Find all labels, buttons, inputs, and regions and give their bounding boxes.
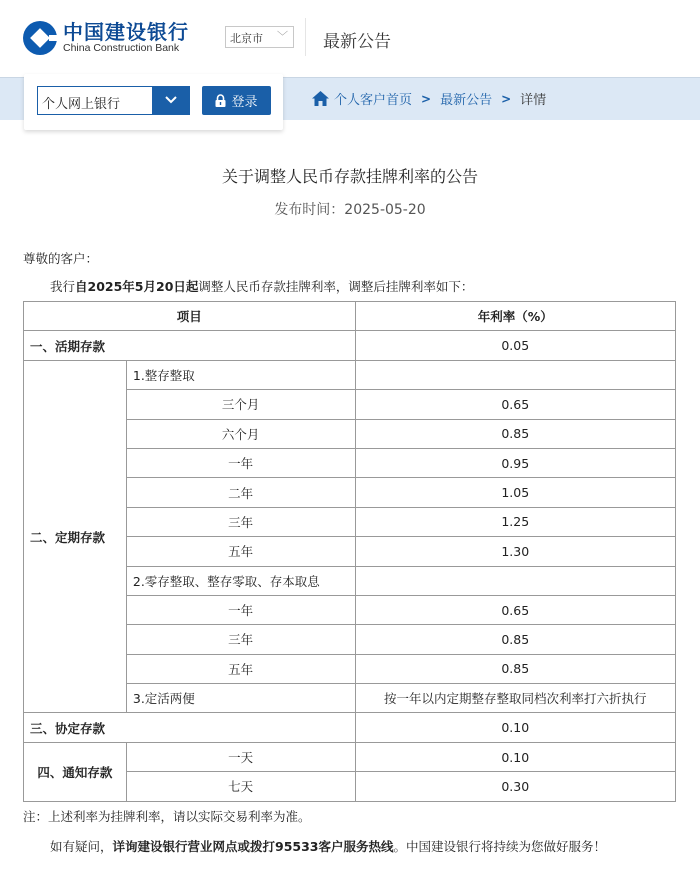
rate-cell: 0.05 <box>355 331 676 360</box>
term-cell: 七天 <box>126 772 355 801</box>
ccb-logo-icon <box>22 20 58 56</box>
bank-type-dropdown-button[interactable] <box>152 87 189 114</box>
city-value: 北京市 <box>230 32 263 45</box>
breadcrumb-separator: > <box>421 91 432 106</box>
chevron-down-icon: ﹀ <box>277 30 288 43</box>
lock-icon <box>215 94 226 107</box>
table-header-row <box>24 302 676 331</box>
city-select[interactable] <box>225 26 294 48</box>
bank-type-select[interactable] <box>37 86 190 115</box>
rate-cell: 0.85 <box>355 654 676 683</box>
table-row <box>24 331 676 360</box>
rate-cell: 1.05 <box>355 478 676 507</box>
greeting: 尊敬的客户： <box>23 251 99 266</box>
term-cell: 三个月 <box>126 390 355 419</box>
term-cell: 五年 <box>126 654 355 683</box>
login-button[interactable] <box>202 86 271 115</box>
rate-cell: 按一年以内定期整存整取同档次利率打六折执行 <box>355 684 676 713</box>
effective-date: 自2025年5月20日起 <box>75 279 199 294</box>
subcategory-lump: 1.整存整取 <box>126 360 355 389</box>
home-icon <box>312 91 329 106</box>
rate-cell: 0.85 <box>355 625 676 654</box>
category-demand: 一、活期存款 <box>24 331 356 360</box>
hotline-text: 详询建设银行营业网点或拨打95533客户服务热线 <box>112 839 394 854</box>
breadcrumb-home-label: 个人客户首页 <box>334 93 413 108</box>
term-cell: 三年 <box>126 625 355 654</box>
rate-cell: 1.30 <box>355 537 676 566</box>
chevron-down-icon <box>165 96 177 104</box>
page-title: 最新公告 <box>323 32 391 52</box>
table-row <box>24 360 676 389</box>
term-cell: 一年 <box>126 448 355 477</box>
breadcrumb-separator: > <box>501 91 512 106</box>
subcategory-flexible: 3.定活两便 <box>126 684 355 713</box>
breadcrumb-announcements[interactable]: 最新公告 <box>440 93 493 108</box>
breadcrumb <box>312 89 546 108</box>
header-rate: 年利率（%） <box>355 302 676 331</box>
header-item: 项目 <box>24 302 356 331</box>
table-row <box>24 713 676 742</box>
rate-cell: 0.10 <box>355 713 676 742</box>
rate-cell: 1.25 <box>355 507 676 536</box>
category-notice: 四、通知存款 <box>24 742 127 801</box>
login-label: 登录 <box>231 95 258 110</box>
term-cell: 二年 <box>126 478 355 507</box>
intro-paragraph <box>50 277 473 295</box>
article-title: 关于调整人民币存款挂牌利率的公告 <box>221 167 478 186</box>
interest-rate-table <box>23 301 676 802</box>
rate-cell: 0.65 <box>355 595 676 624</box>
rate-cell <box>355 566 676 595</box>
ccb-logo[interactable] <box>22 20 189 56</box>
footnote: 注：上述利率为挂牌利率，请以实际交易利率为准。 <box>23 809 311 824</box>
rate-cell: 0.95 <box>355 448 676 477</box>
breadcrumb-current: 详情 <box>520 93 547 108</box>
closing-text: 如有疑问， <box>50 839 113 854</box>
intro-text: 我行 <box>50 279 76 294</box>
term-cell: 三年 <box>126 507 355 536</box>
breadcrumb-home[interactable] <box>312 89 412 108</box>
logo-english-name: China Construction Bank <box>63 42 180 55</box>
logo-chinese-name: 中国建设银行 <box>63 20 189 45</box>
term-cell: 五年 <box>126 537 355 566</box>
publish-date: 发布时间：2025-05-20 <box>274 202 426 218</box>
rate-cell: 0.85 <box>355 419 676 448</box>
site-header <box>0 0 700 77</box>
bank-type-value: 个人网上银行 <box>42 97 121 112</box>
rate-cell <box>355 360 676 389</box>
subcategory-installment: 2.零存整取、整存零取、存本取息 <box>126 566 355 595</box>
closing-text: 。中国建设银行将持续为您做好服务！ <box>393 839 607 854</box>
term-cell: 六个月 <box>126 419 355 448</box>
table-row <box>24 742 676 771</box>
rate-cell: 0.65 <box>355 390 676 419</box>
rate-cell: 0.30 <box>355 772 676 801</box>
rate-cell: 0.10 <box>355 742 676 771</box>
closing-paragraph <box>50 837 606 855</box>
header-divider <box>305 18 306 56</box>
category-agreement: 三、协定存款 <box>24 713 356 742</box>
term-cell: 一年 <box>126 595 355 624</box>
term-cell: 一天 <box>126 742 355 771</box>
intro-text: 调整人民币存款挂牌利率，调整后挂牌利率如下： <box>198 279 474 294</box>
category-time: 二、定期存款 <box>24 360 127 713</box>
login-panel <box>24 74 283 130</box>
